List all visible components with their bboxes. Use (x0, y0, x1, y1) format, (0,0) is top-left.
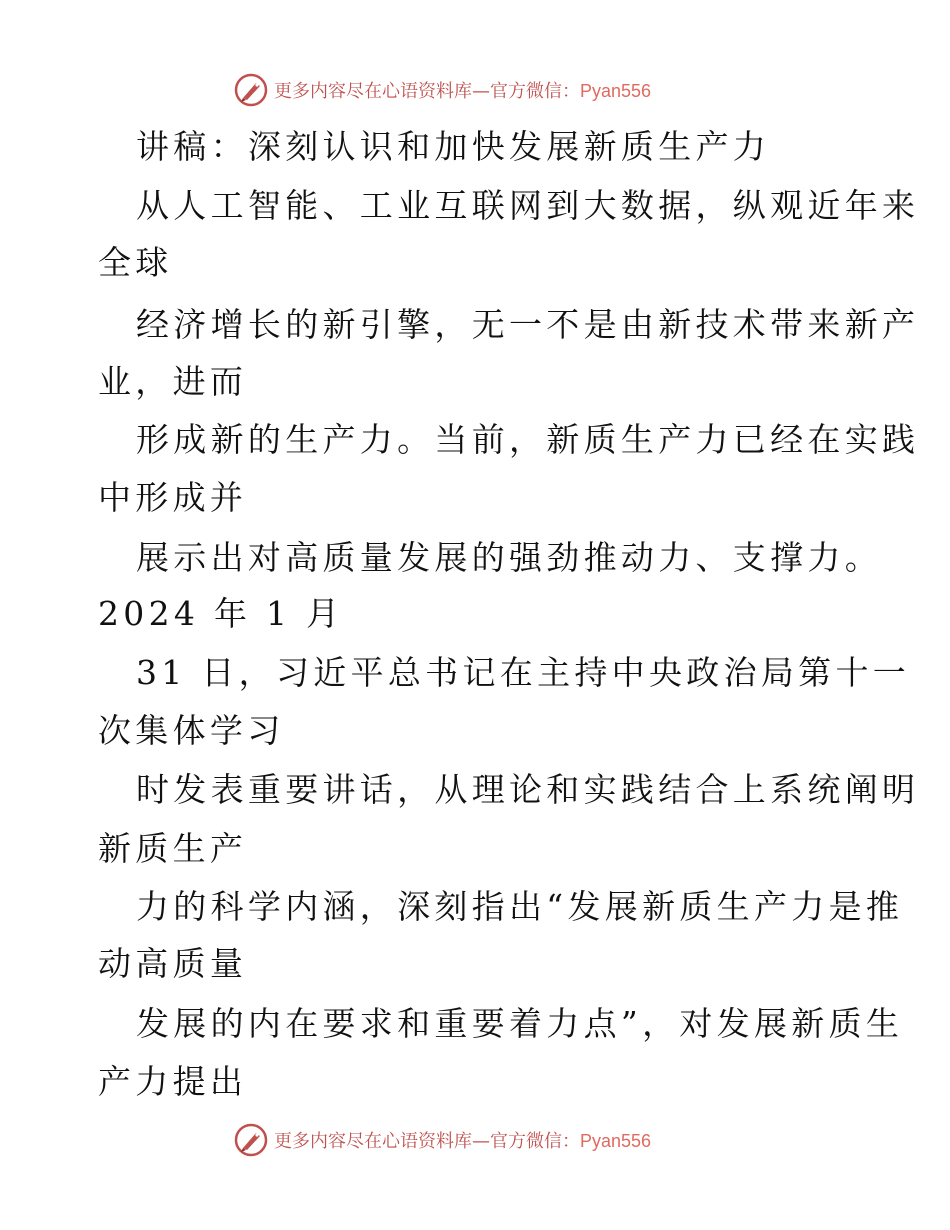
watermark-dash: — (472, 81, 490, 102)
text-line: 动高质量 (98, 944, 248, 983)
watermark-wechat-id: Pyan556 (580, 1131, 652, 1151)
text-line: 形成新的生产力。当前，新质生产力已经在实践 (136, 420, 920, 459)
text-line: 2024 年 1 月 (98, 594, 344, 633)
text-line: 中形成并 (98, 478, 248, 517)
text-line: 产力提出 (98, 1062, 248, 1101)
text-line: 展示出对高质量发展的强劲推动力、支撑力。 (136, 538, 882, 577)
watermark-dash: — (472, 1131, 490, 1152)
watermark-wechat-id: Pyan556 (580, 81, 652, 101)
text-line: 从人工智能、工业互联网到大数据，纵观近年来 (136, 186, 920, 225)
pen-logo-icon (234, 1123, 268, 1157)
text-line: 发展的内在要求和重要着力点”，对发展新质生 (136, 1004, 904, 1043)
watermark-text (274, 77, 651, 103)
text-line: 力的科学内涵，深刻指出“发展新质生产力是推 (136, 887, 904, 926)
document-title: 讲稿：深刻认识和加快发展新质生产力 (136, 127, 771, 166)
watermark-main-text: 更多内容尽在心语资料库 (274, 81, 472, 102)
watermark-text (274, 1127, 651, 1153)
pen-logo-icon (234, 73, 268, 107)
header-watermark (234, 72, 651, 108)
watermark-main-text: 更多内容尽在心语资料库 (274, 1131, 472, 1152)
text-line: 时发表重要讲话，从理论和实践结合上系统阐明 (136, 770, 920, 809)
watermark-wechat-label: 官方微信： (490, 1131, 580, 1152)
footer-watermark (234, 1122, 651, 1158)
text-line: 新质生产 (98, 829, 248, 868)
text-line: 31 日，习近平总书记在主持中央政治局第十一 (136, 653, 911, 692)
text-line: 业，进而 (98, 362, 248, 401)
watermark-wechat-label: 官方微信： (490, 81, 580, 102)
text-line: 全球 (98, 243, 173, 282)
text-line: 经济增长的新引擎，无一不是由新技术带来新产 (136, 305, 920, 344)
text-line: 次集体学习 (98, 711, 285, 750)
